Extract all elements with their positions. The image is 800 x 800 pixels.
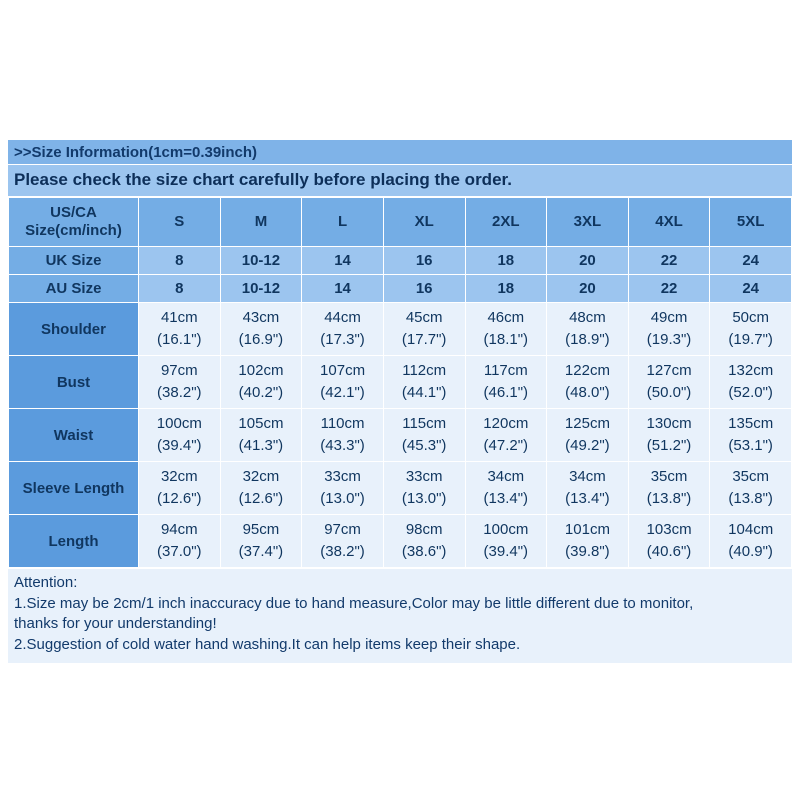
measurement-cm: 49cm: [650, 309, 688, 327]
table-cell: 22: [628, 247, 710, 275]
size-system-label: [9, 198, 139, 247]
measurement-cm: 35cm: [650, 468, 688, 486]
size-column-header: 4XL: [628, 198, 710, 247]
measurement-cell: [465, 409, 547, 462]
measurement-cell: [139, 356, 221, 409]
measurement-cm: 125cm: [564, 415, 610, 433]
measurement-inch: (49.2"): [565, 437, 610, 454]
measurement-inch: (13.4"): [565, 490, 610, 507]
size-column-header: M: [220, 198, 302, 247]
measurement-inch: (40.9"): [728, 543, 773, 560]
measurement-cm: 46cm: [487, 309, 525, 327]
measurement-cell: [302, 303, 384, 356]
measurement-inch: (37.4"): [238, 543, 284, 560]
measurement-cell: [220, 356, 302, 409]
table-cell: 16: [383, 247, 465, 275]
size-system-label-line2: Size(cm/inch): [25, 222, 122, 239]
measurement-inch: (39.4"): [157, 437, 202, 454]
measurement-cell: [710, 356, 792, 409]
measurement-cell: [383, 462, 465, 515]
attention-block: [8, 568, 792, 663]
table-row: [9, 515, 792, 568]
measurement-inch: (13.4"): [483, 490, 529, 507]
measurement-cell: [547, 356, 629, 409]
table-cell: 14: [302, 275, 384, 303]
measurement-cell: [465, 356, 547, 409]
measurement-cell: [302, 515, 384, 568]
table-cell: 10-12: [220, 275, 302, 303]
measurement-cm: 103cm: [646, 521, 692, 539]
measurement-inch: (37.0"): [157, 543, 202, 560]
table-row: [9, 462, 792, 515]
measurement-inch: (53.1"): [728, 437, 773, 454]
measurement-cell: [220, 303, 302, 356]
measurement-cell: [628, 356, 710, 409]
measurement-inch: (44.1"): [401, 384, 447, 401]
table-row: [9, 275, 792, 303]
measurement-cell: [547, 462, 629, 515]
table-row: [9, 303, 792, 356]
measurement-cell: [547, 303, 629, 356]
measurement-inch: (12.6"): [157, 490, 202, 507]
measurement-cm: 45cm: [405, 309, 443, 327]
measurement-inch: (16.1"): [157, 331, 202, 348]
measurement-cell: [547, 515, 629, 568]
measurement-inch: (38.6"): [401, 543, 447, 560]
measurement-cm: 32cm: [160, 468, 198, 486]
table-cell: 24: [710, 275, 792, 303]
attention-line-3: 2.Suggestion of cold water hand washing.It can help items keep their shape.: [14, 635, 521, 653]
measurement-label: Length: [9, 515, 139, 568]
measurement-cell: [710, 303, 792, 356]
size-column-header: 3XL: [547, 198, 629, 247]
measurement-cm: 50cm: [732, 309, 770, 327]
size-column-header: 2XL: [465, 198, 547, 247]
measurement-cm: 97cm: [160, 362, 198, 380]
measurement-inch: (39.8"): [565, 543, 610, 560]
size-chart-container: [8, 140, 792, 663]
measurement-cm: 104cm: [728, 521, 774, 539]
measurement-cell: [710, 462, 792, 515]
measurement-inch: (41.3"): [238, 437, 284, 454]
measurement-cell: [710, 515, 792, 568]
measurement-inch: (13.8"): [728, 490, 773, 507]
measurement-inch: (17.3"): [320, 331, 365, 348]
table-cell: 18: [465, 275, 547, 303]
table-cell: 22: [628, 275, 710, 303]
measurement-cm: 127cm: [646, 362, 692, 380]
measurement-inch: (43.3"): [320, 437, 365, 454]
measurement-cm: 102cm: [238, 362, 284, 380]
measurement-cell: [710, 409, 792, 462]
attention-line-2: thanks for your understanding!: [14, 615, 217, 632]
table-cell: 8: [139, 275, 221, 303]
measurement-cm: 32cm: [242, 468, 280, 486]
measurement-inch: (52.0"): [728, 384, 773, 401]
measurement-cm: 33cm: [324, 468, 361, 486]
size-column-header: XL: [383, 198, 465, 247]
measurement-inch: (40.2"): [238, 384, 284, 401]
measurement-inch: (13.0"): [320, 490, 365, 507]
measurement-cm: 120cm: [483, 415, 529, 433]
measurement-inch: (38.2"): [320, 543, 365, 560]
measurement-cell: [628, 409, 710, 462]
table-row: [9, 247, 792, 275]
measurement-cm: 98cm: [405, 521, 443, 539]
measurement-cm: 122cm: [564, 362, 610, 380]
size-column-header: S: [139, 198, 221, 247]
measurement-inch: (18.9"): [565, 331, 610, 348]
measurement-inch: (19.3"): [646, 331, 692, 348]
measurement-cm: 95cm: [242, 521, 280, 539]
measurement-inch: (13.8"): [646, 490, 692, 507]
table-cell: 16: [383, 275, 465, 303]
size-column-header: L: [302, 198, 384, 247]
measurement-inch: (40.6"): [646, 543, 692, 560]
measurement-cm: 100cm: [483, 521, 529, 539]
measurement-cell: [139, 515, 221, 568]
measurement-cell: [139, 409, 221, 462]
measurement-cell: [302, 462, 384, 515]
measurement-cell: [465, 462, 547, 515]
measurement-cm: 35cm: [732, 468, 770, 486]
attention-line-1: 1.Size may be 2cm/1 inch inaccuracy due to hand measure,Color may be little different due to monitor,: [14, 594, 694, 612]
measurement-cm: 33cm: [405, 468, 443, 486]
table-header-row: [9, 198, 792, 247]
measurement-inch: (42.1"): [320, 384, 365, 401]
measurement-cell: [628, 462, 710, 515]
measurement-cell: [139, 462, 221, 515]
measurement-cell: [139, 303, 221, 356]
measurement-inch: (47.2"): [483, 437, 529, 454]
measurement-cm: 44cm: [324, 309, 361, 327]
row-label: AU Size: [9, 275, 139, 303]
measurement-cm: 132cm: [728, 362, 774, 380]
measurement-cm: 130cm: [646, 415, 692, 433]
measurement-cm: 135cm: [728, 415, 774, 433]
measurement-cell: [383, 356, 465, 409]
measurement-cm: 107cm: [320, 362, 366, 380]
size-table: [8, 197, 792, 568]
measurement-inch: (12.6"): [238, 490, 284, 507]
measurement-cm: 105cm: [238, 415, 284, 433]
measurement-cm: 41cm: [160, 309, 198, 327]
attention-title: Attention:: [14, 574, 78, 591]
measurement-cell: [465, 303, 547, 356]
table-row: [9, 356, 792, 409]
measurement-inch: (19.7"): [728, 331, 773, 348]
measurement-inch: (13.0"): [401, 490, 447, 507]
table-cell: 10-12: [220, 247, 302, 275]
measurement-cell: [302, 356, 384, 409]
measurement-cm: 110cm: [320, 415, 365, 433]
table-cell: 14: [302, 247, 384, 275]
table-cell: 20: [547, 247, 629, 275]
measurement-label: Sleeve Length: [9, 462, 139, 515]
measurement-inch: (39.4"): [483, 543, 529, 560]
table-cell: 20: [547, 275, 629, 303]
measurement-inch: (16.9"): [238, 331, 284, 348]
table-row: [9, 409, 792, 462]
measurement-cm: 115cm: [402, 415, 447, 433]
measurement-cell: [383, 303, 465, 356]
size-chart-notice: Please check the size chart carefully before placing the order.: [8, 165, 792, 197]
measurement-cell: [465, 515, 547, 568]
measurement-cell: [628, 515, 710, 568]
table-cell: 18: [465, 247, 547, 275]
measurement-cm: 101cm: [564, 521, 610, 539]
measurement-cell: [220, 409, 302, 462]
measurement-inch: (17.7"): [401, 331, 447, 348]
measurement-inch: (46.1"): [483, 384, 529, 401]
measurement-cell: [302, 409, 384, 462]
measurement-cell: [383, 515, 465, 568]
measurement-cm: 34cm: [487, 468, 525, 486]
measurement-cm: 94cm: [160, 521, 198, 539]
measurement-inch: (38.2"): [157, 384, 202, 401]
size-system-label-line1: US/CA: [50, 204, 97, 221]
measurement-inch: (50.0"): [646, 384, 692, 401]
measurement-inch: (45.3"): [401, 437, 447, 454]
row-label: UK Size: [9, 247, 139, 275]
size-information-title: >>Size Information(1cm=0.39inch): [8, 140, 792, 165]
size-column-header: 5XL: [710, 198, 792, 247]
measurement-cm: 43cm: [242, 309, 280, 327]
measurement-cm: 100cm: [156, 415, 202, 433]
measurement-cm: 117cm: [483, 362, 528, 380]
measurement-cm: 97cm: [324, 521, 361, 539]
measurement-inch: (48.0"): [565, 384, 610, 401]
measurement-label: Bust: [9, 356, 139, 409]
measurement-cell: [383, 409, 465, 462]
measurement-cell: [547, 409, 629, 462]
table-cell: 8: [139, 247, 221, 275]
measurement-cm: 48cm: [569, 309, 606, 327]
measurement-label: Waist: [9, 409, 139, 462]
measurement-label: Shoulder: [9, 303, 139, 356]
measurement-cell: [220, 462, 302, 515]
measurement-cell: [628, 303, 710, 356]
measurement-inch: (51.2"): [646, 437, 692, 454]
measurement-inch: (18.1"): [483, 331, 529, 348]
measurement-cm: 112cm: [402, 362, 447, 380]
measurement-cm: 34cm: [569, 468, 606, 486]
table-cell: 24: [710, 247, 792, 275]
measurement-cell: [220, 515, 302, 568]
